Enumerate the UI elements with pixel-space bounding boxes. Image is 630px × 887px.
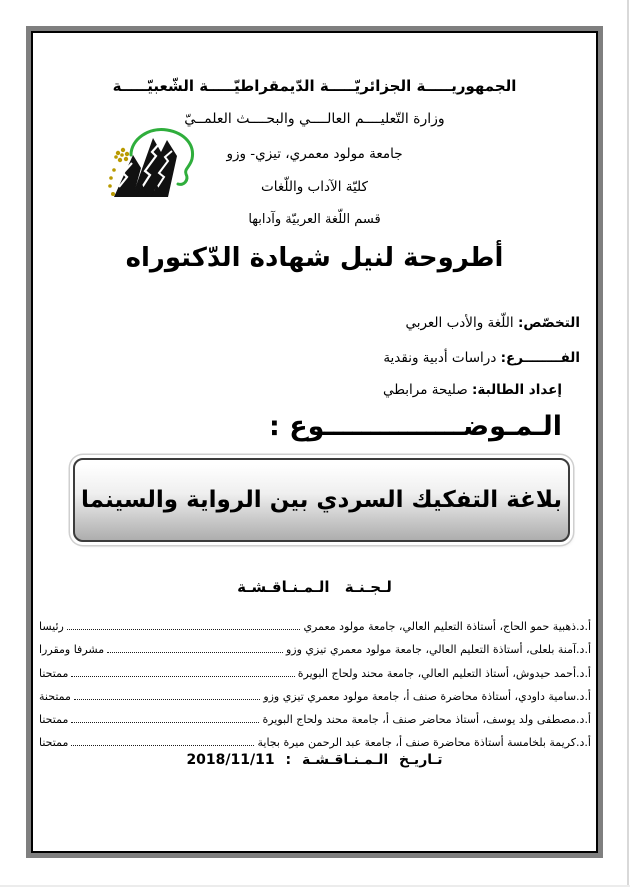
committee-member: أ.د.مصطفى ولد يوسف، أستاذ محاضر صنف أ، جامعة محند ولحاج البويرة xyxy=(262,712,591,726)
committee-member: أ.د.كريمة بلخامسة أستاذة محاضرة صنف أ، جامعة عبد الرحمن ميرة بجاية xyxy=(257,736,591,750)
page-edge-right xyxy=(627,0,629,887)
specialization-label: التخصّص: xyxy=(517,315,580,331)
committee-role: رئيسا xyxy=(39,620,64,634)
thesis-degree-title: أطروحة لنيل شهادة الدّكتوراه xyxy=(125,243,504,273)
ministry-line: وزارة التّعليــــم العالــــي والبحــــث العلمــيّ xyxy=(184,111,445,127)
defense-date-value: 2018/11/11 xyxy=(186,752,275,768)
committee-member: أ.د.آمنة بلعلى، أستاذة التعليم العالي، جامعة مولود معمري تيزي وزو xyxy=(286,643,591,657)
dotted-leader xyxy=(71,722,259,723)
defense-date-label: تـاريـخ الـمـنـاقـشـة : xyxy=(285,752,443,768)
university-logo-icon xyxy=(105,125,209,205)
dotted-leader xyxy=(74,699,260,700)
branch-label: الفــــــــرع: xyxy=(500,350,580,366)
committee-row xyxy=(39,610,591,633)
department-line: قسم اللّغة العربيّة وآدابها xyxy=(248,212,381,227)
committee-member: أ.د.أحمد حيدوش، أستاذ التعليم العالي، جامعة محند ولحاج البويرة xyxy=(297,666,591,680)
committee-role: مشرفا ومقررا xyxy=(39,643,105,657)
subject-heading: الـمـوضـــــــــــــــوع : xyxy=(269,411,562,442)
thesis-subject-title: بلاغة التفكيك السردي بين الرواية والسينما xyxy=(81,487,562,513)
specialization-line xyxy=(33,315,596,331)
committee-row xyxy=(39,680,591,703)
committee-role: ممتحنا xyxy=(39,712,69,726)
committee-member: أ.د.سامية داودي، أستاذة محاضرة صنف أ، جامعة مولود معمري تيزي وزو xyxy=(263,689,591,703)
republic-title: الجمهوريـــــة الجزائريّـــــة الدّيمقراطيّـــــة الشّعبيّـــــة xyxy=(112,77,517,95)
committee-list xyxy=(39,610,591,749)
committee-role: ممتحنا xyxy=(39,666,69,680)
committee-row xyxy=(39,703,591,726)
defense-date-line xyxy=(33,752,596,768)
dotted-leader xyxy=(107,652,283,653)
committee-row xyxy=(39,726,591,749)
branch-line xyxy=(33,350,596,366)
committee-member: أ.د.ذهبية حمو الحاج، أستاذة التعليم العالي، جامعة مولود معمري xyxy=(303,620,591,634)
university-line: جامعة مولود معمري، تيزي- وزو xyxy=(226,146,403,162)
prepared-by-label: إعداد الطالبة: xyxy=(472,382,562,398)
committee-row xyxy=(39,633,591,656)
branch-value: دراسات أدبية ونقدية xyxy=(383,350,497,366)
dotted-leader xyxy=(71,676,294,677)
faculty-line: كليّة الآداب واللّغات xyxy=(261,179,368,195)
thesis-title-box xyxy=(73,458,570,542)
prepared-by-line xyxy=(33,382,596,398)
committee-row xyxy=(39,656,591,679)
prepared-by-value: صليحة مرابطي xyxy=(382,382,468,398)
committee-role: ممتحنا xyxy=(39,736,69,750)
committee-role: ممتحنة xyxy=(39,689,71,703)
dotted-leader xyxy=(71,745,254,746)
committee-heading: لـجـنـة الـمـنـاقـشـة xyxy=(237,578,392,596)
dotted-leader xyxy=(67,629,301,630)
page-border-frame xyxy=(31,31,598,853)
specialization-value: اللّغة والأدب العربي xyxy=(405,315,514,331)
